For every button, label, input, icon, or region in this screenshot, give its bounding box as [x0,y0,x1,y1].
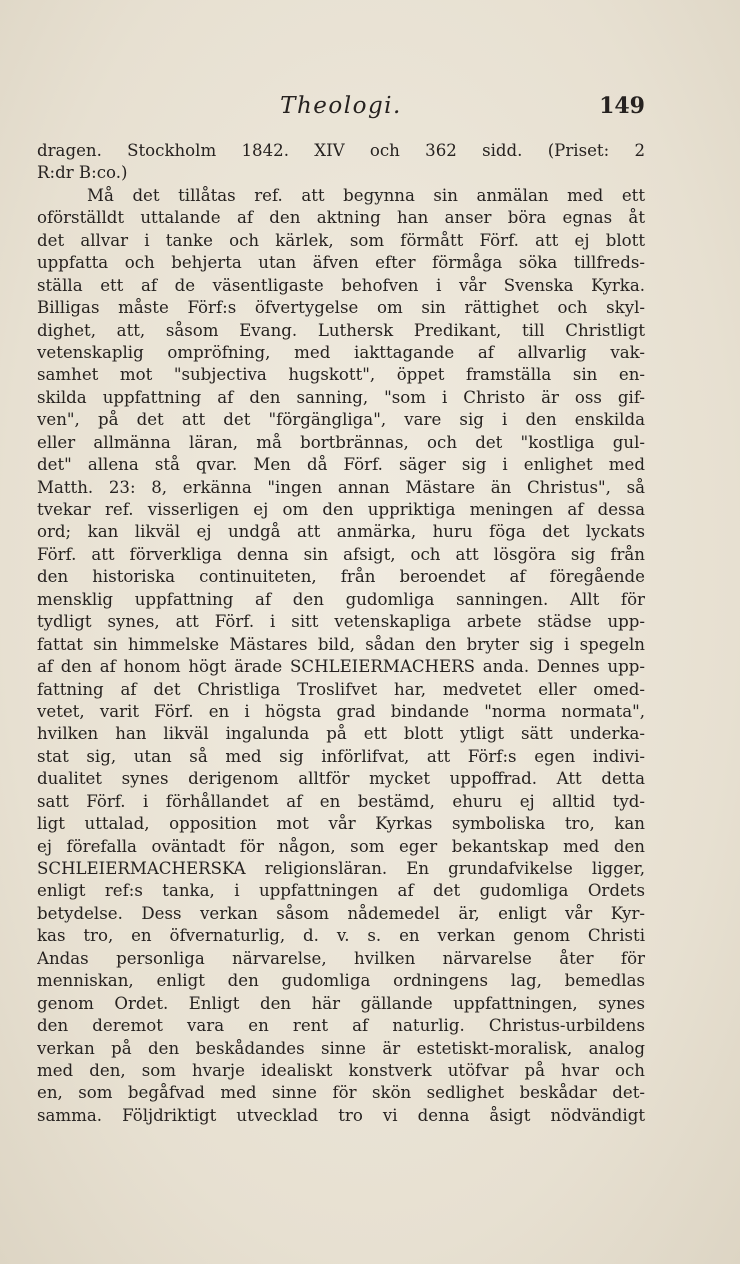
text-line: en, som begåfvad med sinne för skön sedlighet beskådar det- [37,1083,645,1103]
text-line: dighet, att, såsom Evang. Luthersk Predikant, till Christligt [37,320,645,340]
text-line: Matth. 23: 8, erkänna "ingen annan Mästare än Christus", så [37,477,645,497]
text-line: tydligt synes, att Förf. i sitt vetenskapliga arbete städse upp- [37,612,645,632]
text-line: ven", på det att det "förgängliga", vare sig i den enskilda [37,410,645,430]
text-line: enligt ref:s tanka, i uppfattningen af det gudomliga Ordets [37,881,645,901]
text-line: SCHLEIERMACHERSKA religionsläran. En grundafvikelse ligger, [37,859,645,878]
text-line: oförställdt uttalande af den aktning han anser böra egnas åt [37,208,645,228]
page-number: 149 [599,93,645,119]
text-line: genom Ordet. Enligt den här gällande uppfattningen, synes [37,993,645,1013]
text-line: samma. Följdriktigt utvecklad tro vi denna åsigt nödvändigt [37,1105,645,1125]
text-line: vetet, varit Förf. en i högsta grad bindande "norma normata", [37,701,645,721]
text-line: samhet mot "subjectiva hugskott", öppet framställa sin en- [37,365,645,385]
text-line: dualitet synes derigenom alltför mycket uppoffrad. Att detta [37,769,645,789]
running-head [37,93,645,127]
text-line: den deremot vara en rent af naturlig. Christus-urbildens [37,1016,645,1036]
text-line: uppfatta och behjerta utan äfven efter förmåga söka tillfreds- [37,253,645,273]
text-line: Billigas måste Förf:s öfvertygelse om sin rättighet och skyl- [37,298,645,318]
text-line: det allvar i tanke och kärlek, som förmått Förf. att ej blott [37,230,645,250]
text-line: ligt uttalad, opposition mot vår Kyrkas symboliska tro, kan [37,814,645,834]
text-line: ej förefalla oväntadt för någon, som eger bekantskap med den [37,836,645,856]
text-line: kas tro, en öfvernaturlig, d. v. s. en verkan genom Christi [37,926,645,946]
text-line: tvekar ref. visserligen ej om den uppriktiga meningen af dessa [37,500,645,519]
text-line: satt Förf. i förhållandet af en bestämd, ehuru ej alltid tyd- [37,791,645,811]
text-line: ställa ett af de väsentligaste behofven i vår Svenska Kyrka. [37,275,645,295]
text-line: med den, som hvarje idealiskt konstverk utöfvar på hvar och [37,1060,645,1080]
text-line: ord; kan likväl ej undgå att anmärka, huru föga det lyckats [37,522,645,542]
text-line: hvilken han likväl ingalunda på ett blott ytligt sätt underka- [37,724,645,744]
text-line: skilda uppfattning af den sanning, "som i Christo är oss gif- [37,387,645,407]
text-line: vetenskaplig ompröfning, med iakttagande af allvarlig vak- [37,342,645,362]
text-line: eller allmänna läran, må bortbrännas, och det "kostliga gul- [37,432,645,452]
text-line: menniskan, enligt den gudomliga ordningens lag, bemedlas [37,971,645,991]
text-line: den historiska continuiteten, från beroendet af föregående [37,567,645,587]
running-title: Theologi. [280,93,402,119]
text-line: Förf. att förverkliga denna sin afsigt, och att lösgöra sig från [37,544,645,564]
text-line: verkan på den beskådandes sinne är estetiskt-moralisk, analog [37,1038,645,1058]
text-line: R:dr B:co.) [37,163,128,183]
text-line: mensklig uppfattning af den gudomliga sanningen. Allt för [37,589,645,609]
text-line: Må det tillåtas ref. att begynna sin anmälan med ett [87,185,645,205]
text-line: det" allena stå qvar. Men då Förf. säger sig i enlighet med [37,455,645,475]
text-line: stat sig, utan så med sig införlifvat, att Förf:s egen indivi- [37,746,645,766]
text-line: fattat sin himmelske Mästares bild, sådan den bryter sig i spegeln [37,634,645,654]
text-line: Andas personliga närvarelse, hvilken närvarelse åter för [37,948,645,968]
text-line: fattning af det Christliga Troslifvet har, medvetet eller omed- [37,679,645,699]
text-line: af den af honom högt ärade SCHLEIERMACHERS anda. Dennes upp- [37,657,645,677]
text-line: betydelse. Dess verkan såsom nådemedel är, enligt vår Kyr- [37,903,645,923]
text-line: dragen. Stockholm 1842. XIV och 362 sidd. (Priset: 2 [37,141,645,160]
body-text [37,140,645,1127]
